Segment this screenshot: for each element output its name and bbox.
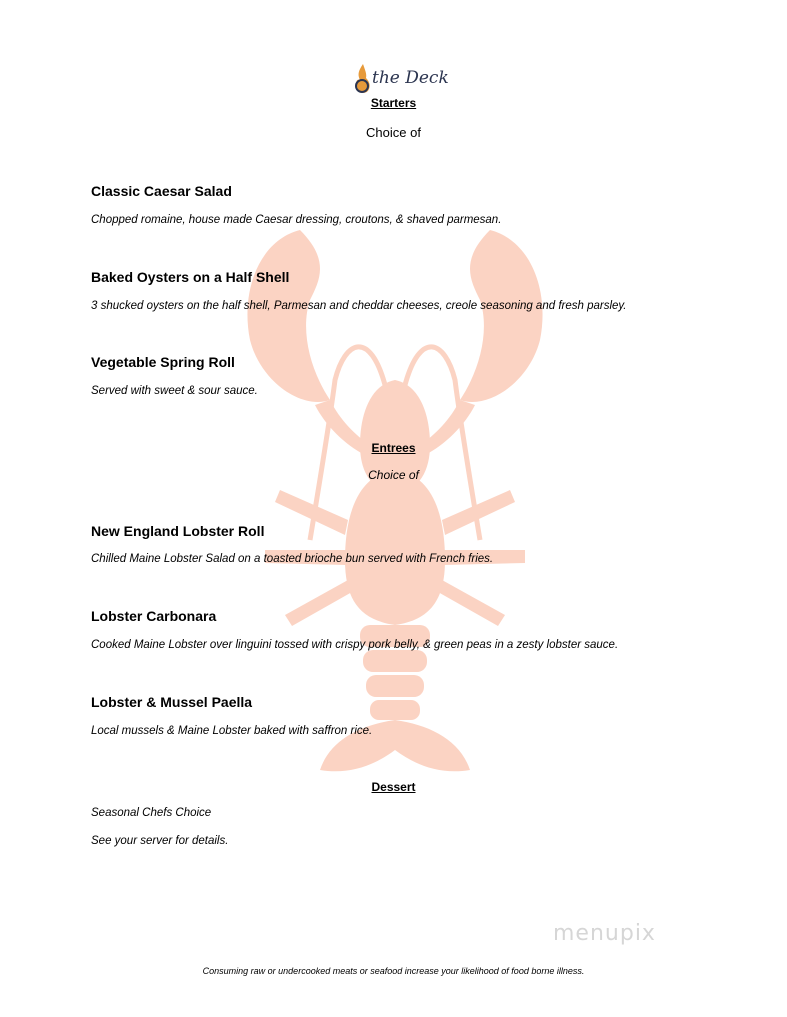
logo-text: the Deck [372,68,449,88]
right-claw [460,230,543,402]
lobster-body [345,470,445,625]
menu-item-name: Baked Oysters on a Half Shell [91,269,290,285]
menu-item-name: Vegetable Spring Roll [91,354,235,370]
menu-item-desc: Chilled Maine Lobster Salad on a toasted brioche bun served with French fries. [91,553,494,565]
menu-item-name: Lobster & Mussel Paella [91,694,253,710]
starters-choice: Choice of [366,125,421,140]
flame-icon [352,62,374,96]
footer-disclaimer: Consuming raw or undercooked meats or seafood increase your likelihood of food borne illness. [202,966,585,976]
logo [352,62,449,96]
menu-item-desc: Chopped romaine, house made Caesar dressing, croutons, & shaved parmesan. [91,214,502,226]
left-claw [247,230,330,402]
menu-item-name: New England Lobster Roll [91,523,265,539]
section-title-starters: Starters [370,96,417,110]
entrees-choice: Choice of [368,468,419,482]
dessert-line: See your server for details. [91,835,229,847]
menu-item-desc: Cooked Maine Lobster over linguini tossed with crispy pork belly, & green peas in a zesty lobster sauce. [91,639,619,651]
section-title-entrees: Entrees [371,441,416,455]
menu-item-desc: Served with sweet & sour sauce. [91,385,258,397]
watermark: menupix [553,921,656,946]
menu-item-name: Classic Caesar Salad [91,183,232,199]
dessert-line: Seasonal Chefs Choice [91,807,212,819]
section-title-dessert: Dessert [371,780,416,794]
menu-item-desc: Local mussels & Maine Lobster baked with saffron rice. [91,725,373,737]
menu-item-desc: 3 shucked oysters on the half shell, Parmesan and cheddar cheeses, creole seasoning and fresh parsley. [91,300,627,312]
menu-item-name: Lobster Carbonara [91,608,217,624]
